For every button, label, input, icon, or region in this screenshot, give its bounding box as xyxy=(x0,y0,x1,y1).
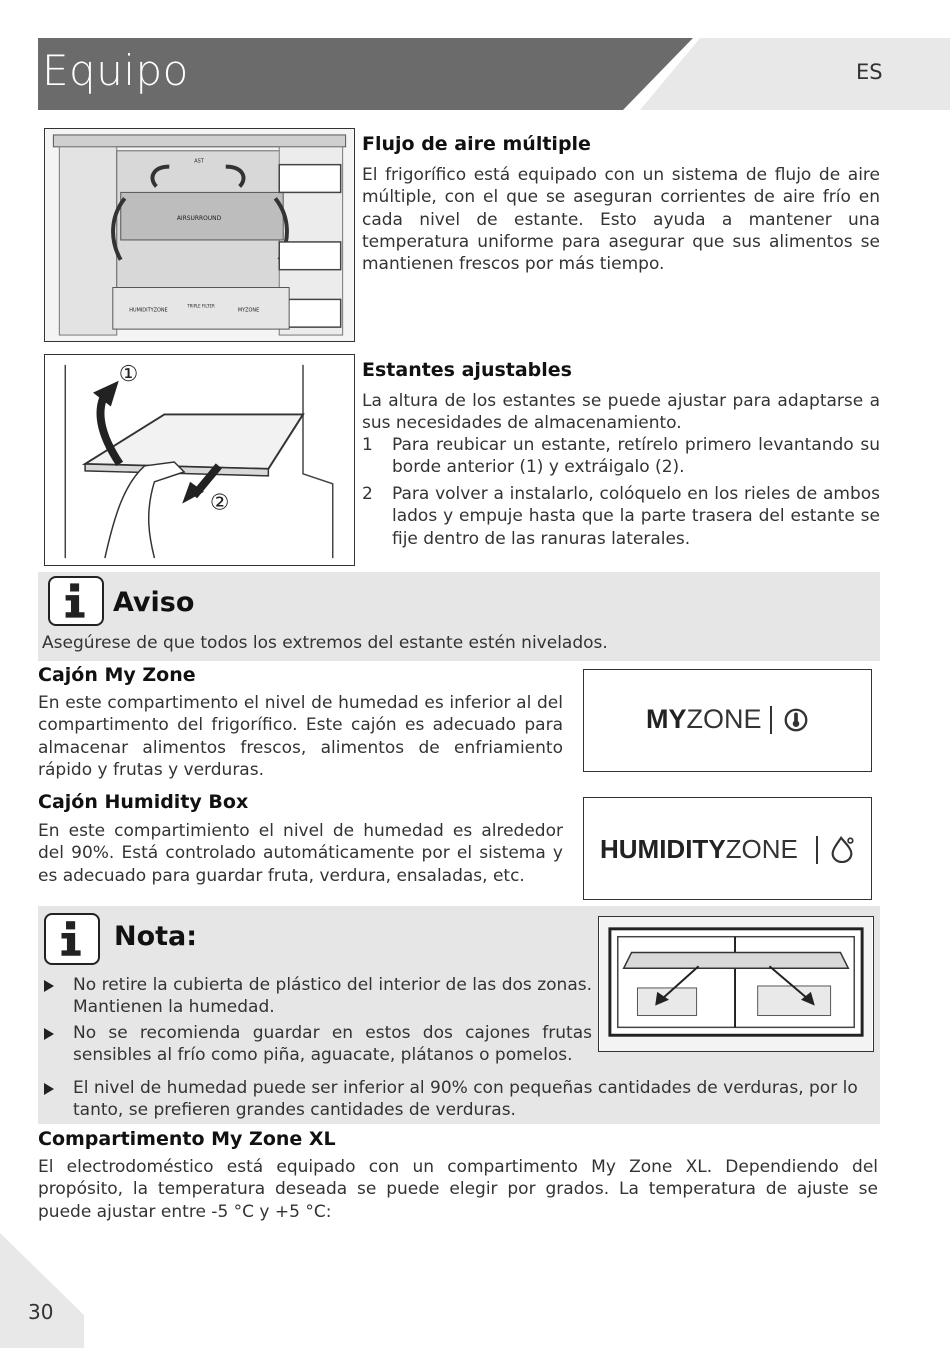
section-title-shelves: Estantes ajustables xyxy=(362,359,572,381)
note-bullet-text: El nivel de humedad puede ser inferior al 90% con pequeñas cantidades de verduras, por lo tanto, se prefieren grandes cantidades de verduras. xyxy=(73,1078,858,1121)
language-code: ES xyxy=(856,60,883,84)
airflow-figure xyxy=(44,128,355,342)
list-item xyxy=(362,483,880,551)
warning-title: Aviso xyxy=(113,587,195,618)
note-bullet xyxy=(44,974,592,1020)
logo-divider xyxy=(770,706,772,734)
myzone-logo xyxy=(646,704,762,735)
shelves-description: La altura de los estantes se puede ajustar para adaptarse a sus necesidades de almacenamiento. xyxy=(362,391,880,434)
info-icon xyxy=(48,576,104,626)
warning-text: Asegúrese de que todos los extremos del estante estén nivelados. xyxy=(42,633,608,653)
airsurround-label: AIRSURROUND xyxy=(176,215,222,223)
humidityzone-panel-label: HUMIDITYZONE xyxy=(129,307,168,314)
fridge-interior-illustration xyxy=(45,129,354,341)
note-bullet xyxy=(44,1022,592,1068)
section-title-myzone-xl: Compartimento My Zone XL xyxy=(38,1128,336,1150)
step-one-marker: ① xyxy=(118,361,139,387)
section-title-humidity: Cajón Humidity Box xyxy=(38,791,249,813)
myzone-logo-box xyxy=(583,669,872,772)
section-title-airflow: Flujo de aire múltiple xyxy=(362,133,591,155)
drawer-cover-illustration xyxy=(599,917,873,1051)
water-drop-icon xyxy=(828,835,856,863)
list-item xyxy=(362,434,880,480)
myzone-logo-light: ZONE xyxy=(686,704,762,734)
myzone-logo-bold: MY xyxy=(646,704,687,734)
humidityzone-logo-light: ZONE xyxy=(725,834,798,864)
shelf-removal-illustration xyxy=(45,355,354,565)
note-bullet-text: No retire la cubierta de plástico del interior de las dos zonas. Mantienen la humedad. xyxy=(73,975,592,1018)
humidity-description: En este compartimiento el nivel de humedad es alrededor del 90%. Está controlado automáticamente por el sistema y es adecuado para guardar fruta, verdura, ensaladas, etc. xyxy=(38,821,563,886)
note-bullet-text: No se recomienda guardar en estos dos cajones frutas sensibles al frío como piña, aguacate, plátanos o pomelos. xyxy=(73,1023,592,1066)
info-glyph xyxy=(46,915,97,962)
ast-label: AST xyxy=(194,158,204,165)
step-two-marker: ② xyxy=(209,490,230,516)
info-glyph xyxy=(50,578,101,623)
page-number: 30 xyxy=(28,1300,54,1324)
zones-cover-figure xyxy=(598,916,874,1052)
humidityzone-logo xyxy=(600,834,798,865)
footer-corner-shape xyxy=(0,1233,90,1348)
airflow-description: El frigorífico está equipado con un sistema de flujo de aire múltiple, con el que se aseguran corrientes de aire frío en cada nivel de estante. Esto ayuda a mantener una temperatura uniforme para asegurar que sus alimentos se mantienen frescos por más tiempo. xyxy=(362,165,880,275)
list-item-number: 1 xyxy=(362,435,373,455)
info-icon xyxy=(44,913,100,965)
bullet-arrow-icon xyxy=(44,980,54,992)
myzone-xl-description: El electrodoméstico está equipado con un compartimento My Zone XL. Dependiendo del propósito, la temperatura deseada se puede elegir por grados. La temperatura de ajuste se puede ajustar entre -5 °C y +5 °C: xyxy=(38,1157,878,1222)
myzone-description: En este compartimento el nivel de humedad es inferior al del compartimento del frigorífico. Este cajón es adecuado para almacenar alimentos frescos, alimentos de enfriamiento rápido y frutas y verduras. xyxy=(38,693,563,780)
page-title: Equipo xyxy=(42,46,189,95)
list-item-text: Para volver a instalarlo, colóquelo en los rieles de ambos lados y empuje hasta que la parte trasera del estante se fije dentro de las ranuras laterales. xyxy=(392,484,880,549)
note-bullet xyxy=(44,1077,864,1123)
humidityzone-logo-bold: HUMIDITY xyxy=(600,834,726,864)
list-item-number: 2 xyxy=(362,484,373,504)
thermometer-cycle-icon xyxy=(782,706,810,734)
shelf-figure xyxy=(44,354,355,566)
humidityzone-logo-box xyxy=(583,797,872,900)
bullet-arrow-icon xyxy=(44,1083,54,1095)
myzone-panel-label: MYZONE xyxy=(237,307,260,314)
bullet-arrow-icon xyxy=(44,1028,54,1040)
list-item-text: Para reubicar un estante, retírelo primero levantando su borde anterior (1) y extráigalo (2). xyxy=(392,435,880,478)
note-title: Nota: xyxy=(114,921,198,952)
logo-divider xyxy=(816,836,818,864)
section-title-myzone: Cajón My Zone xyxy=(38,664,196,686)
triple-filter-label: TRIPLE FILTER xyxy=(187,303,215,309)
